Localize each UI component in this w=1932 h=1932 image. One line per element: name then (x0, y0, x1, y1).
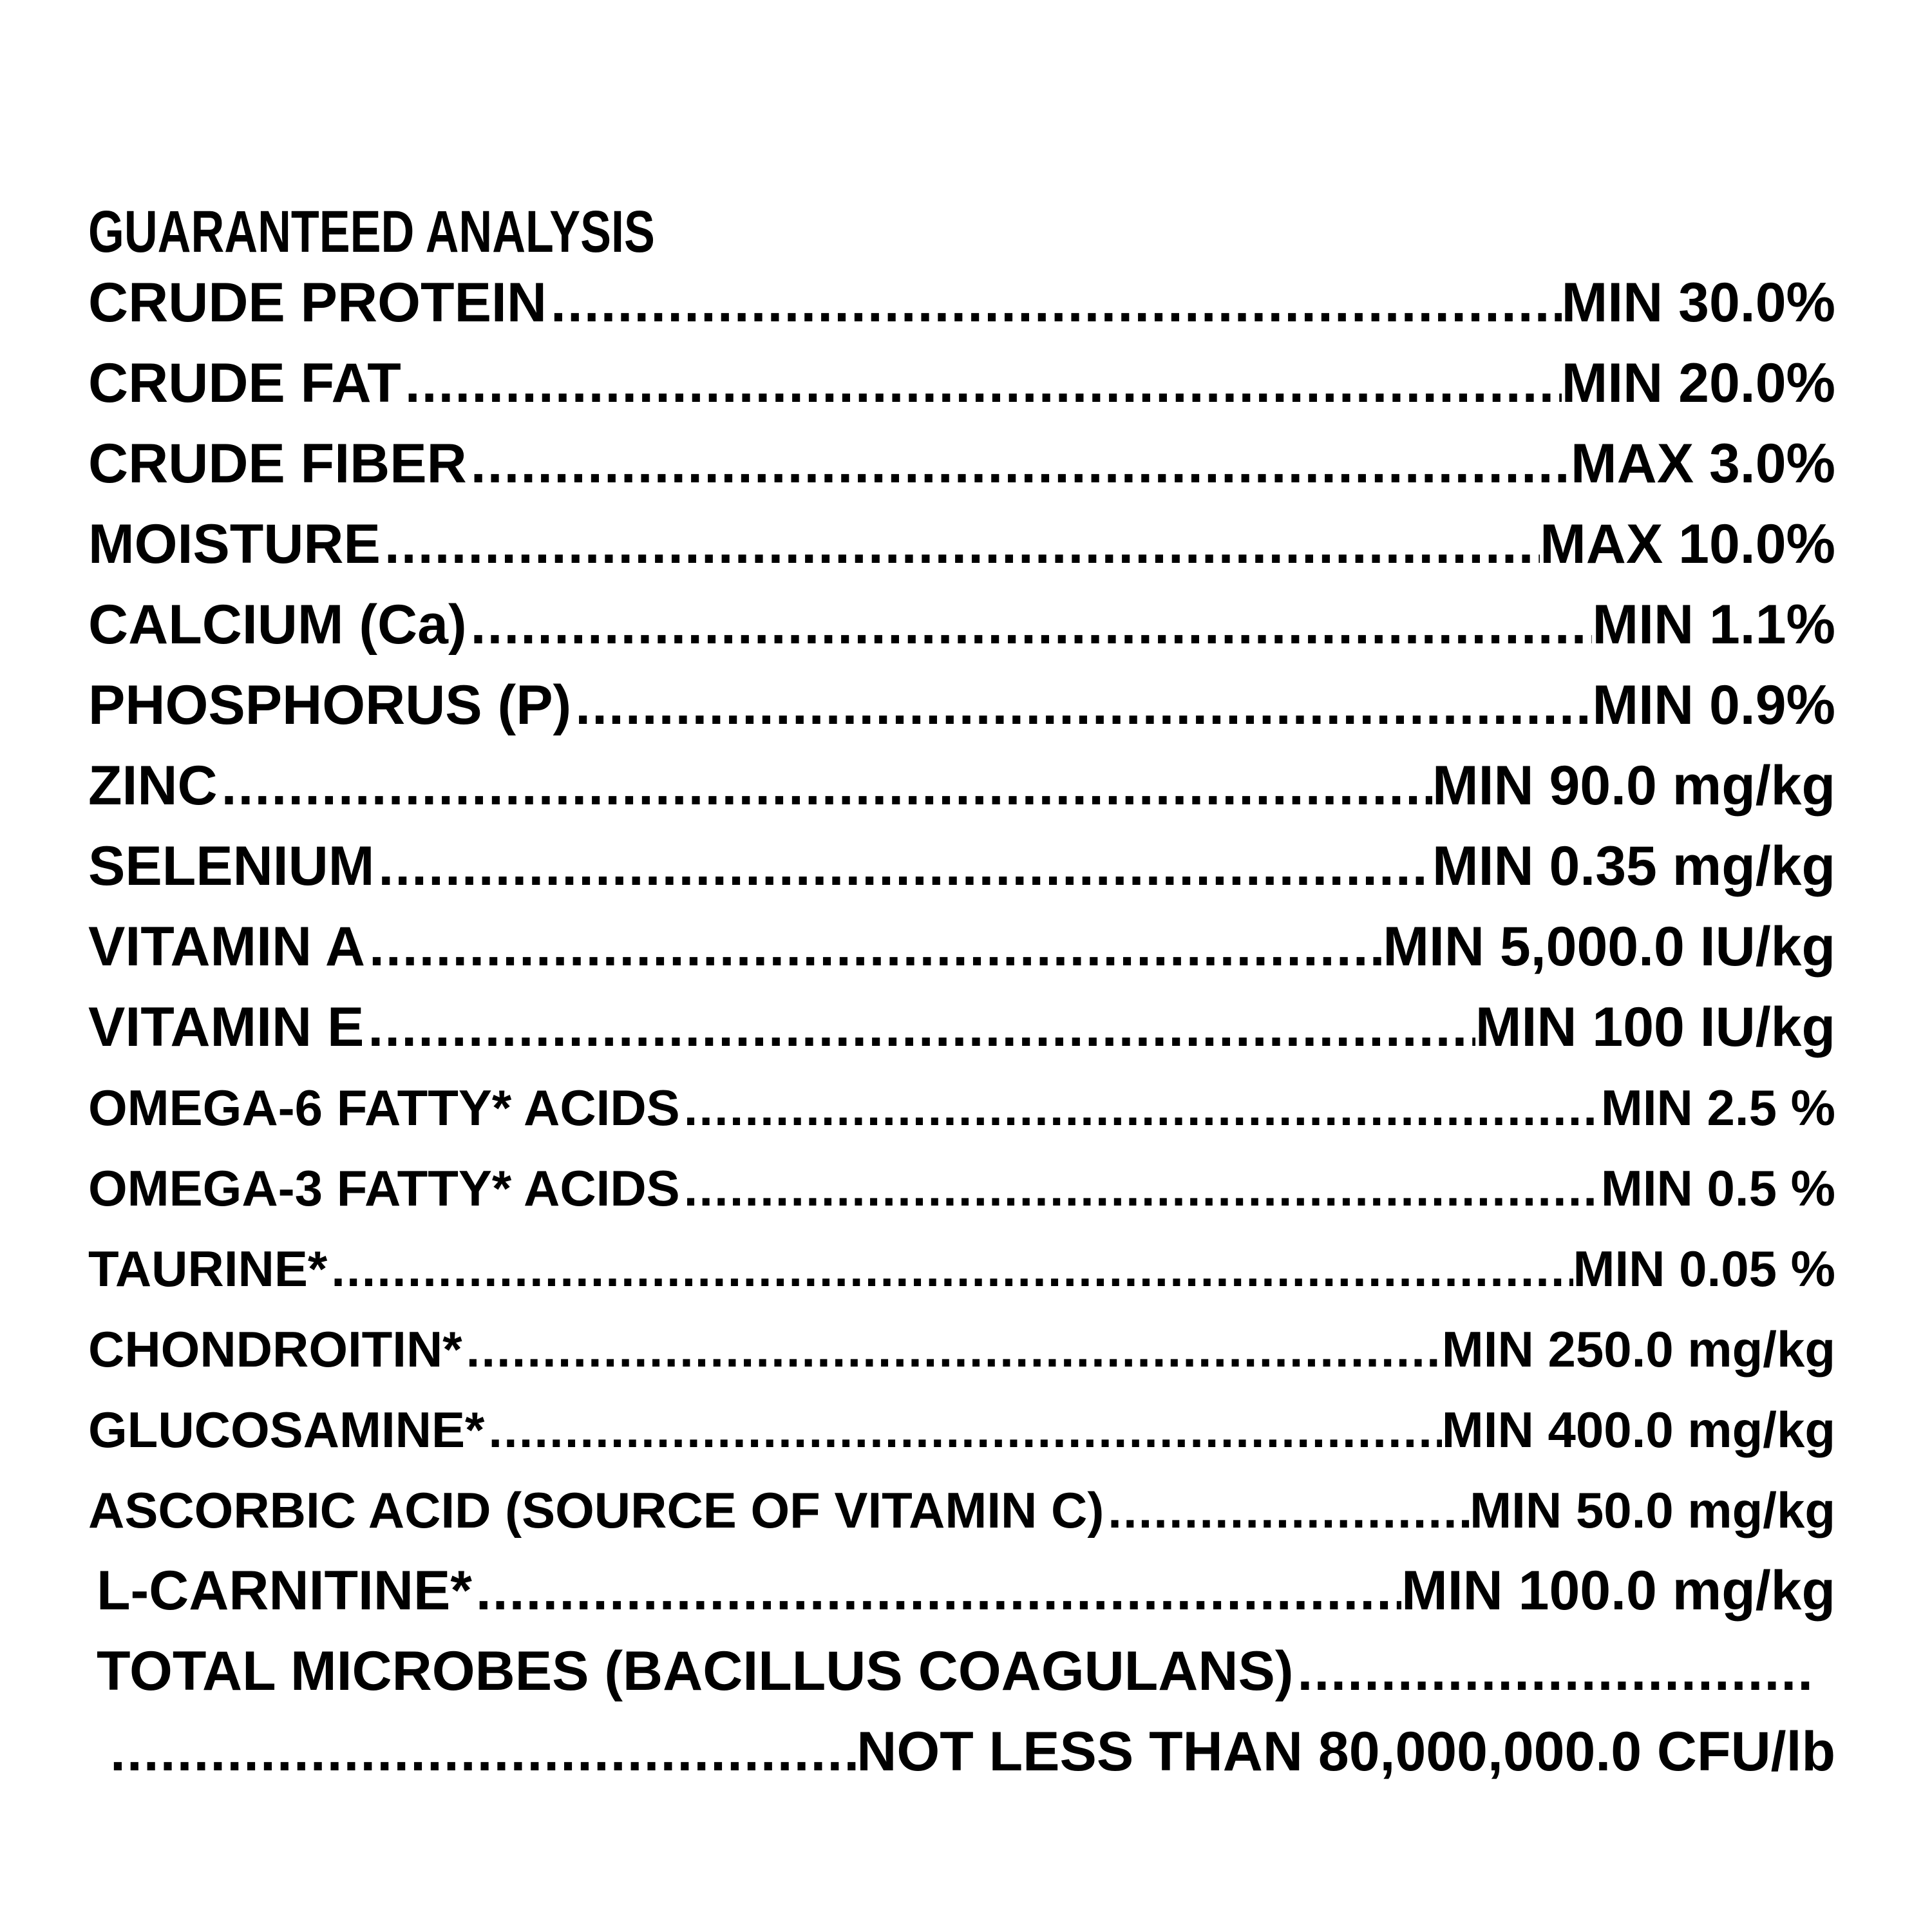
dot-leader (680, 1153, 1601, 1224)
nutrient-name: CHONDROITIN* (88, 1321, 462, 1378)
analysis-row (88, 267, 1835, 338)
dot-leader (472, 1555, 1401, 1626)
nutrient-value: MIN 5,000.0 IU/kg (1383, 916, 1835, 978)
nutrient-value: MIN 90.0 mg/kg (1432, 755, 1835, 817)
dot-leader (462, 1314, 1442, 1385)
analysis-row (88, 509, 1835, 580)
analysis-row (106, 1716, 1835, 1787)
analysis-row (88, 1072, 1835, 1143)
nutrient-name: OMEGA-3 FATTY* ACIDS (88, 1160, 680, 1217)
nutrient-value: MIN 0.05 % (1573, 1240, 1835, 1297)
dot-leader (467, 589, 1593, 660)
nutrient-value: MIN 400.0 mg/kg (1441, 1401, 1835, 1458)
analysis-row (88, 428, 1835, 499)
nutrient-name: VITAMIN E (88, 996, 365, 1058)
nutrient-value: MIN 30.0% (1561, 272, 1835, 334)
dot-leader (364, 992, 1475, 1063)
analysis-row (97, 1555, 1835, 1626)
nutrient-value: MIN 20.0% (1561, 352, 1835, 414)
analysis-row (88, 1233, 1835, 1304)
nutrient-name: TOTAL MICROBES (BACILLUS COAGULANS) (97, 1640, 1294, 1702)
nutrient-name: ASCORBIC ACID (SOURCE OF VITAMIN C) (88, 1482, 1104, 1539)
analysis-row (88, 1314, 1835, 1385)
nutrient-value: NOT LESS THAN 80,000,000.0 CFU/lb (857, 1721, 1835, 1783)
nutrient-name: OMEGA-6 FATTY* ACIDS (88, 1079, 680, 1136)
analysis-row (88, 911, 1835, 982)
dot-leader (547, 267, 1562, 338)
dot-leader (571, 670, 1592, 741)
nutrient-name: L-CARNITINE* (97, 1560, 472, 1622)
nutrient-value: MAX 10.0% (1540, 513, 1835, 575)
nutrient-name: ZINC (88, 755, 218, 817)
dot-leader (365, 911, 1383, 982)
nutrient-name: GLUCOSAMINE* (88, 1401, 485, 1458)
analysis-row (88, 1394, 1835, 1465)
nutrient-name: PHOSPHORUS (P) (88, 674, 572, 736)
dot-leader (680, 1072, 1601, 1143)
panel-title: GUARANTEED ANALYSIS (88, 199, 655, 265)
analysis-row (88, 1475, 1835, 1546)
analysis-row (88, 589, 1835, 660)
dot-leader (1294, 1636, 1817, 1707)
nutrient-name: CRUDE FAT (88, 352, 401, 414)
nutrient-value: MIN 0.5 % (1600, 1160, 1835, 1217)
nutrient-name: VITAMIN A (88, 916, 365, 978)
analysis-row (88, 670, 1835, 741)
nutrient-name: CRUDE PROTEIN (88, 272, 547, 334)
analysis-row (88, 1153, 1835, 1224)
nutrient-value: MAX 3.0% (1570, 433, 1835, 495)
analysis-row (88, 750, 1835, 821)
analysis-row (88, 348, 1835, 419)
analysis-row (97, 1636, 1816, 1707)
dot-leader (467, 428, 1571, 499)
nutrient-value: MIN 50.0 mg/kg (1470, 1482, 1835, 1539)
dot-leader (484, 1394, 1441, 1465)
dot-leader (401, 348, 1562, 419)
nutrient-name: MOISTURE (88, 513, 381, 575)
dot-leader (1104, 1475, 1470, 1546)
nutrient-value: MIN 2.5 % (1600, 1079, 1835, 1136)
dot-leader (381, 509, 1540, 580)
analysis-row (88, 992, 1835, 1063)
nutrient-value: MIN 0.9% (1592, 674, 1835, 736)
nutrient-name: TAURINE* (88, 1240, 328, 1297)
nutrient-name: SELENIUM (88, 835, 375, 897)
dot-leader (106, 1716, 857, 1787)
analysis-row (88, 831, 1835, 902)
nutrient-value: MIN 1.1% (1592, 594, 1835, 656)
nutrient-value: MIN 100.0 mg/kg (1401, 1560, 1835, 1622)
nutrient-value: MIN 100 IU/kg (1475, 996, 1835, 1058)
nutrient-name: CRUDE FIBER (88, 433, 467, 495)
dot-leader (374, 831, 1432, 902)
dot-leader (327, 1233, 1573, 1304)
nutrient-value: MIN 250.0 mg/kg (1441, 1321, 1835, 1378)
dot-leader (218, 750, 1432, 821)
nutrient-name: CALCIUM (Ca) (88, 594, 467, 656)
nutrient-value: MIN 0.35 mg/kg (1432, 835, 1835, 897)
